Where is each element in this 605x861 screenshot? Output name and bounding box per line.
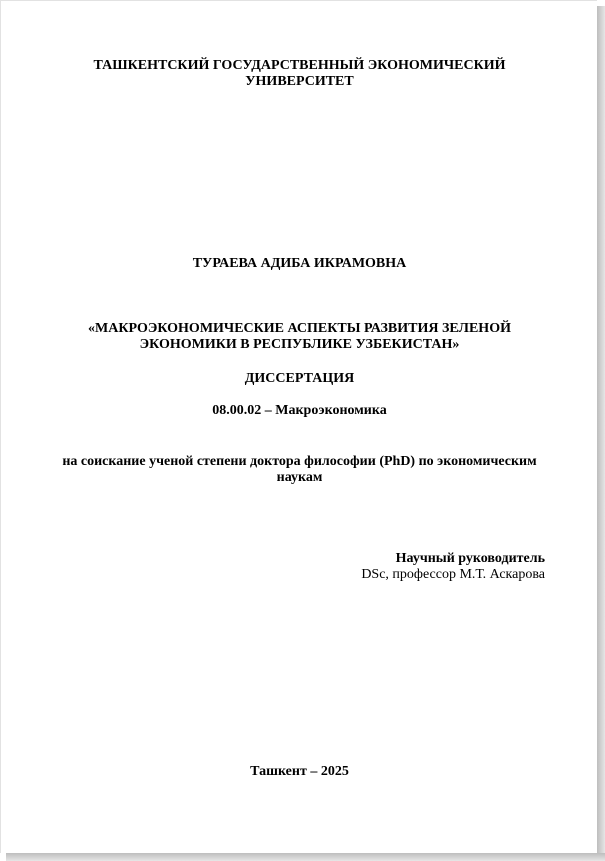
university-name-line2: УНИВЕРСИТЕТ — [245, 74, 354, 89]
place-year: Ташкент – 2025 — [250, 764, 349, 779]
supervisor-label: Научный руководитель — [395, 551, 545, 566]
degree-line2: наукам — [276, 470, 323, 485]
specialty-code: 08.00.02 – Макроэкономика — [212, 403, 387, 418]
degree-line1: на соискание ученой степени доктора философии (PhD) по экономическим — [62, 454, 537, 469]
page-shadow-bottom — [6, 853, 605, 861]
dissertation-title-line2: ЭКОНОМИКИ В РЕСПУБЛИКЕ УЗБЕКИСТАН» — [139, 337, 460, 352]
university-name-line1: ТАШКЕНТСКИЙ ГОСУДАРСТВЕННЫЙ ЭКОНОМИЧЕСКИЙ — [93, 58, 506, 73]
document-type: ДИССЕРТАЦИЯ — [244, 371, 355, 386]
dissertation-title-line1: «МАКРОЭКОНОМИЧЕСКИЕ АСПЕКТЫ РАЗВИТИЯ ЗЕЛЕНОЙ — [88, 321, 511, 336]
page-shadow-right — [597, 6, 605, 861]
supervisor-name: DSc, профессор М.Т. Аскарова — [361, 567, 545, 582]
author-name: ТУРАЕВА АДИБА ИКРАМОВНА — [192, 256, 407, 271]
